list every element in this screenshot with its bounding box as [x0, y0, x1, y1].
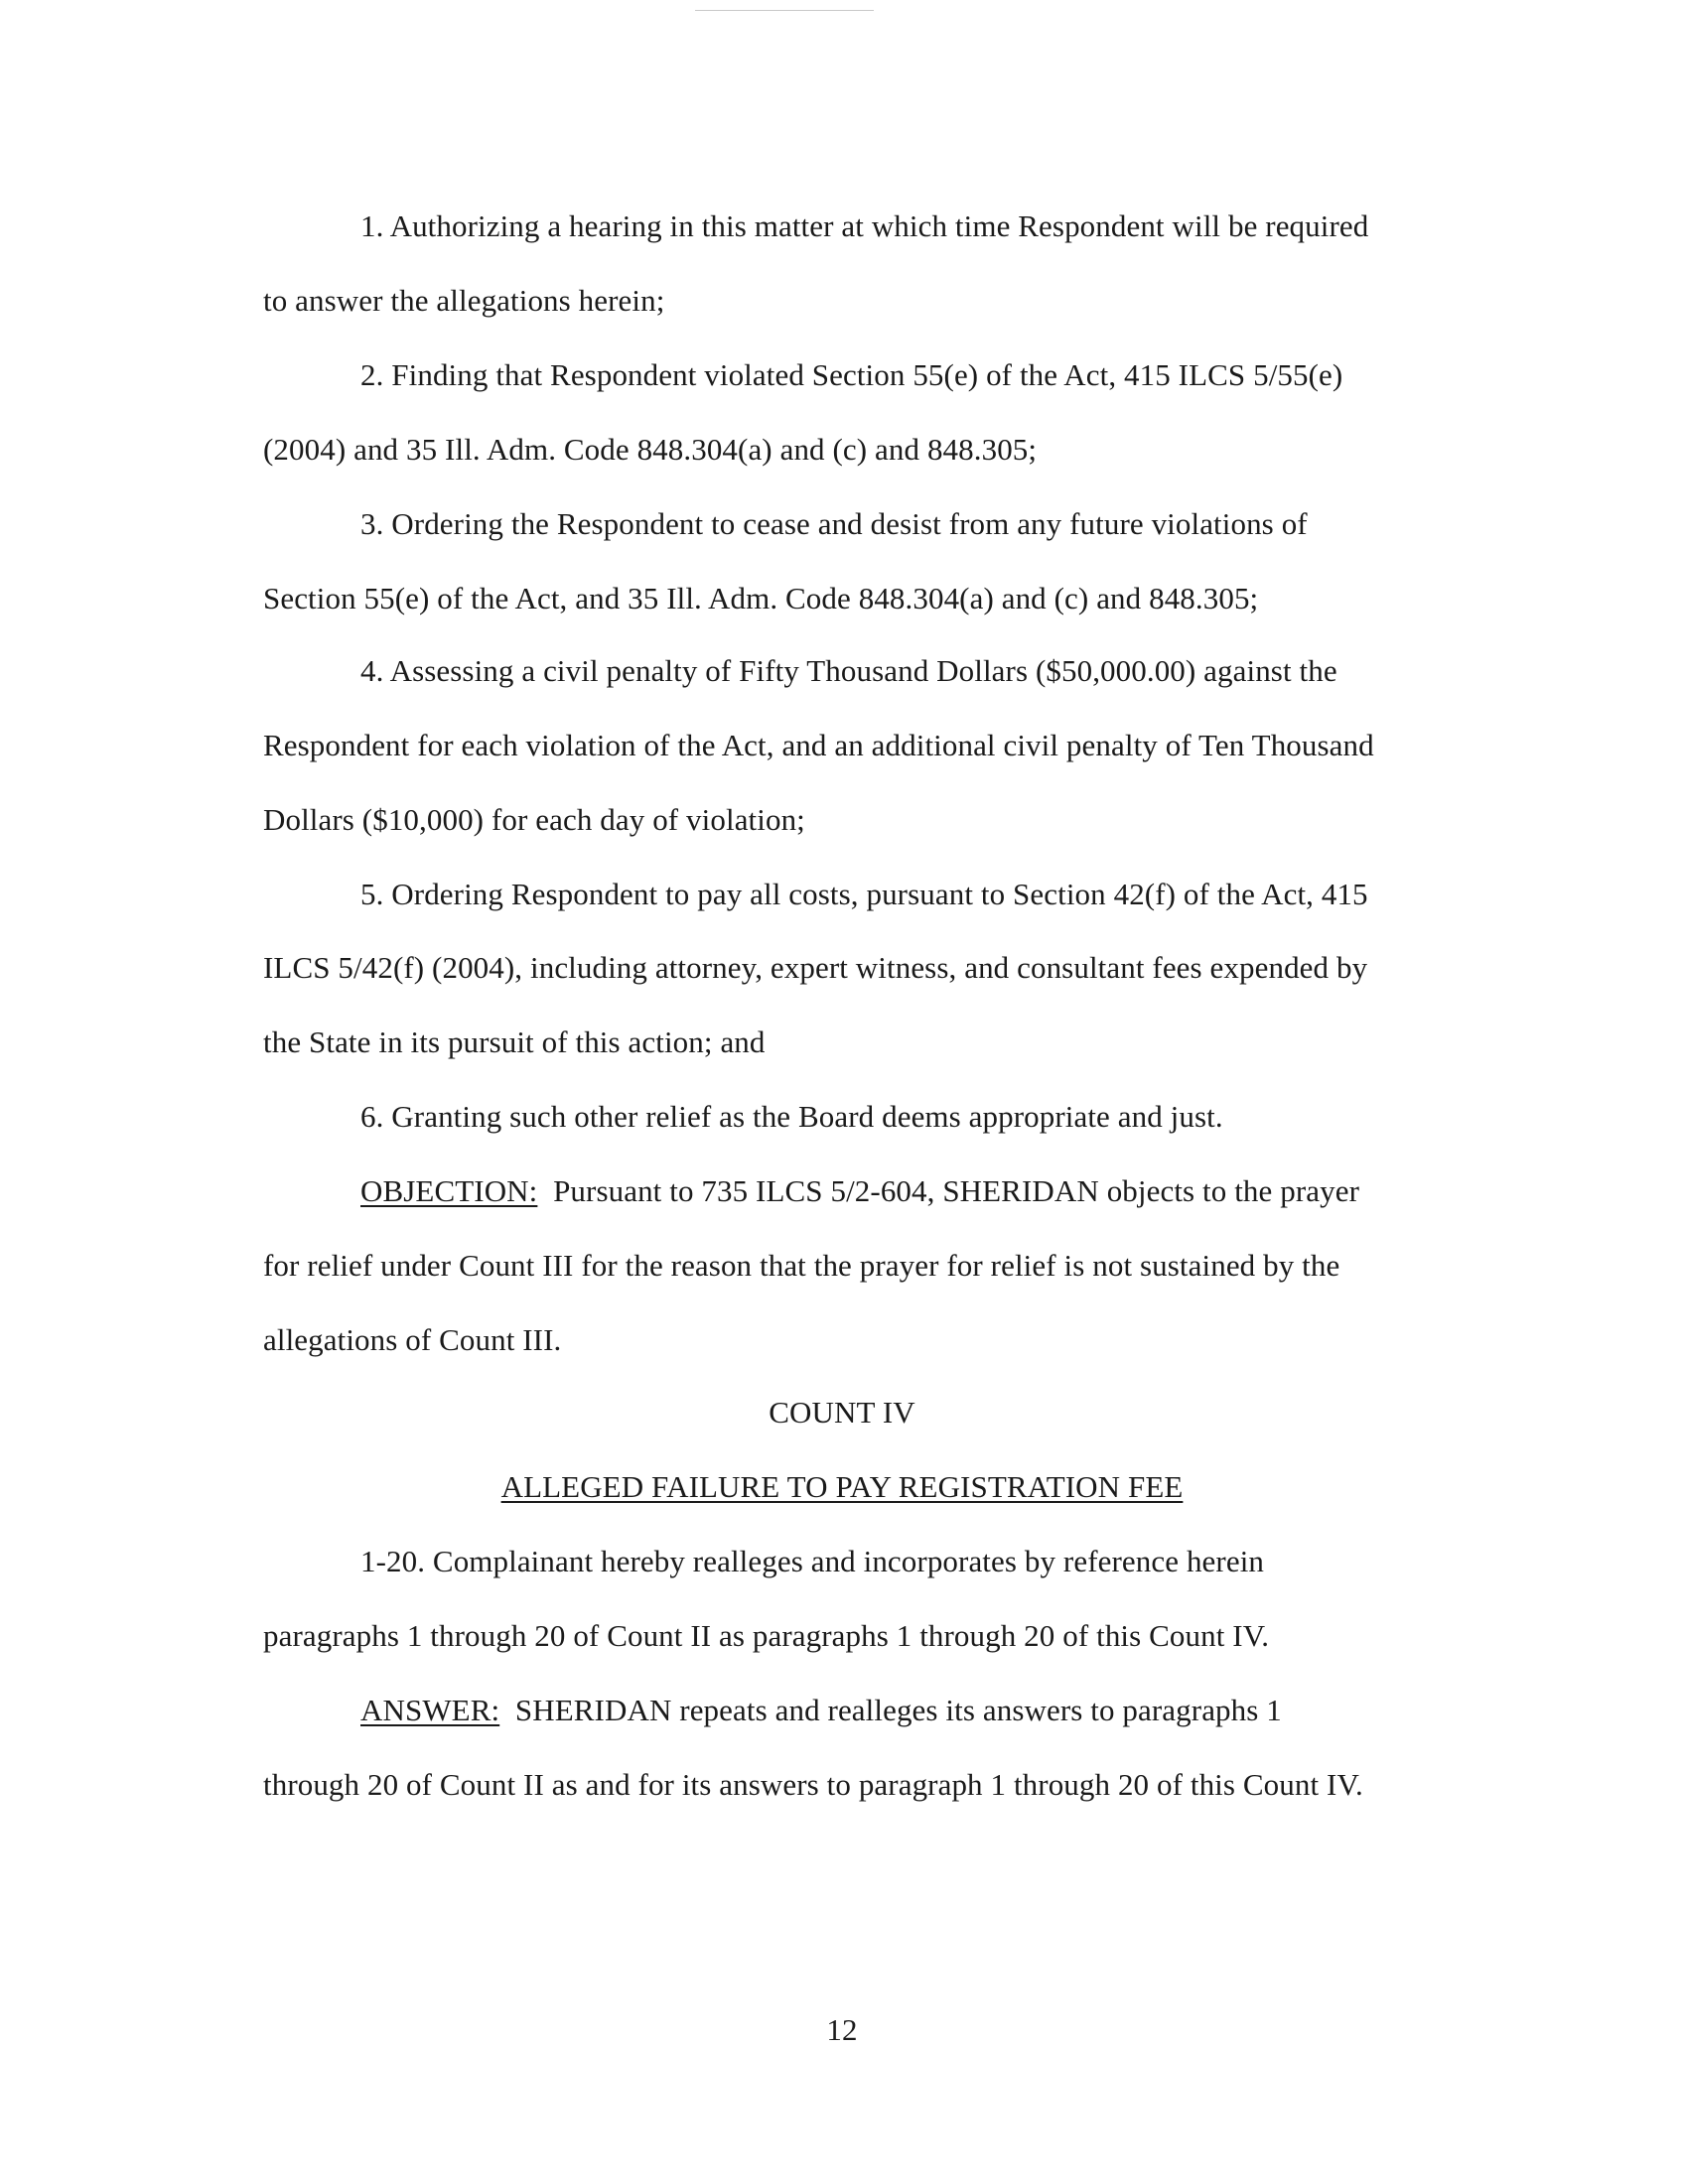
item-3-line-2: Section 55(e) of the Act, and 35 Ill. Adm. Code 848.304(a) and (c) and 848.305;	[263, 581, 1259, 615]
realleges-line-2: paragraphs 1 through 20 of Count II as paragraphs 1 through 20 of this Count IV.	[263, 1618, 1270, 1653]
item-4-line-3: Dollars ($10,000) for each day of violation;	[263, 802, 805, 837]
scan-artifact	[695, 10, 874, 11]
item-4-line-2: Respondent for each violation of the Act, and an additional civil penalty of Ten Thousand	[263, 728, 1374, 762]
item-3-line-1: 3. Ordering the Respondent to cease and desist from any future violations of	[360, 506, 1308, 541]
item-2-line-2: (2004) and 35 Ill. Adm. Code 848.304(a) and (c) and 848.305;	[263, 432, 1038, 467]
objection-line-3: allegations of Count III.	[263, 1322, 562, 1357]
objection-line-2: for relief under Count III for the reason that the prayer for relief is not sustained by the	[263, 1248, 1340, 1283]
item-1-line-2: to answer the allegations herein;	[263, 283, 665, 318]
realleges-line-1: 1-20. Complainant hereby realleges and incorporates by reference herein	[360, 1544, 1265, 1578]
count-subheading: ALLEGED FAILURE TO PAY REGISTRATION FEE	[500, 1469, 1184, 1504]
objection-label: OBJECTION:	[360, 1173, 538, 1208]
item-6-line-1: 6. Granting such other relief as the Board deems appropriate and just.	[360, 1099, 1223, 1134]
item-5-line-1: 5. Ordering Respondent to pay all costs, pursuant to Section 42(f) of the Act, 415	[360, 877, 1368, 911]
item-5-line-2: ILCS 5/42(f) (2004), including attorney, expert witness, and consultant fees expended by	[263, 950, 1368, 985]
item-2-line-1: 2. Finding that Respondent violated Section 55(e) of the Act, 415 ILCS 5/55(e)	[360, 357, 1343, 392]
answer-line-1	[360, 1691, 1282, 1730]
answer-label: ANSWER:	[360, 1693, 500, 1727]
answer-line-2: through 20 of Count II as and for its answers to paragraph 1 through 20 of this Count IV.	[263, 1767, 1363, 1802]
objection-first-line: Pursuant to 735 ILCS 5/2-604, SHERIDAN objects to the prayer	[537, 1173, 1359, 1208]
answer-first-line: SHERIDAN repeats and realleges its answers to paragraphs 1	[499, 1693, 1282, 1727]
item-5-line-3: the State in its pursuit of this action; and	[263, 1024, 766, 1059]
page-number: 12	[826, 2012, 858, 2047]
item-1-line-1: 1. Authorizing a hearing in this matter at which time Respondent will be required	[360, 208, 1369, 243]
objection-line-1	[360, 1171, 1359, 1211]
item-4-line-1: 4. Assessing a civil penalty of Fifty Thousand Dollars ($50,000.00) against the	[360, 653, 1337, 688]
count-subheading-wrap	[0, 1467, 1684, 1507]
count-heading: COUNT IV	[769, 1395, 915, 1430]
